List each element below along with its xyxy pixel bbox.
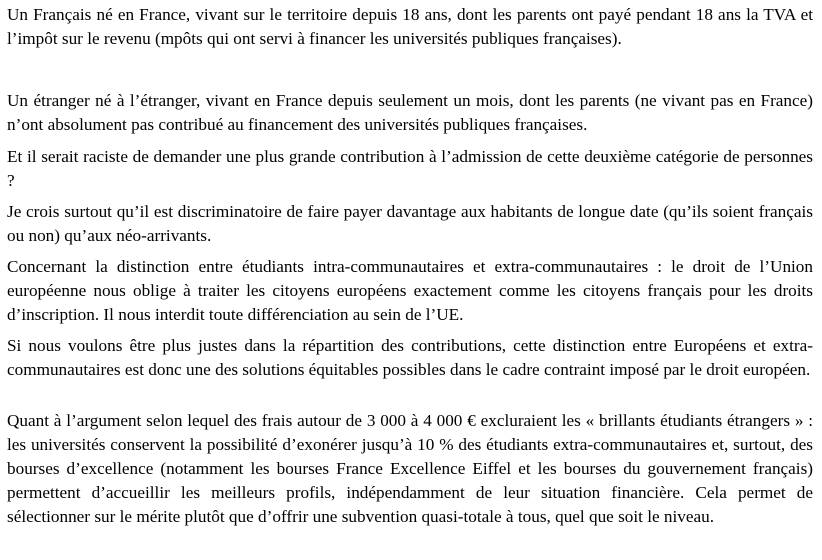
paragraph-fairness: Si nous voulons être plus justes dans la répartition des contributions, cette distinction entre Européens et extra-communautaires est donc une des solutions équitables possibles dans le cadre contraint imposé par le droit européen.	[7, 336, 813, 379]
paragraph-discrimination: Je crois surtout qu’il est discriminatoire de faire payer davantage aux habitants de longue date (qu’ils soient français ou non) qu’aux néo-arrivants.	[7, 202, 813, 245]
paragraph-fees-argument: Quant à l’argument selon lequel des frais autour de 3 000 à 4 000 € excluraient les « brillants étudiants étrangers » : les universités conservent la possibilité d’exonérer jusqu’à 10 % des étudiants extra-communautaires et, surtout, des bourses d’excellence (notamment les bourses France Excellence Eiffel et les bourses du gouvernement français) permettent d’accueillir les meilleurs profils, indépendamment de leur situation financière. Cela permet de sélectionner sur le mérite plutôt que d’offrir une subvention quasi-totale à tous, quel que soit le niveau.	[7, 411, 813, 526]
paragraph-foreigner: Un étranger né à l’étranger, vivant en France depuis seulement un mois, dont les parents (ne vivant pas en France) n’ont absolument pas contribué au financement des universités publiques françaises.	[7, 91, 813, 134]
paragraph-racism-question: Et il serait raciste de demander une plus grande contribution à l’admission de cette deuxième catégorie de personnes ?	[7, 147, 813, 190]
paragraph-french-citizen: Un Français né en France, vivant sur le territoire depuis 18 ans, dont les parents ont payé pendant 18 ans la TVA et l’impôt sur le revenu (mpôts qui ont servi à financer les universités publiques françaises).	[7, 5, 813, 48]
paragraph-eu-law: Concernant la distinction entre étudiants intra-communautaires et extra-communautaires : le droit de l’Union européenne nous oblige à traiter les citoyens européens exactement comme les citoyens français pour les droits d’inscription. Il nous interdit toute différenciation au sein de l’UE.	[7, 257, 813, 324]
